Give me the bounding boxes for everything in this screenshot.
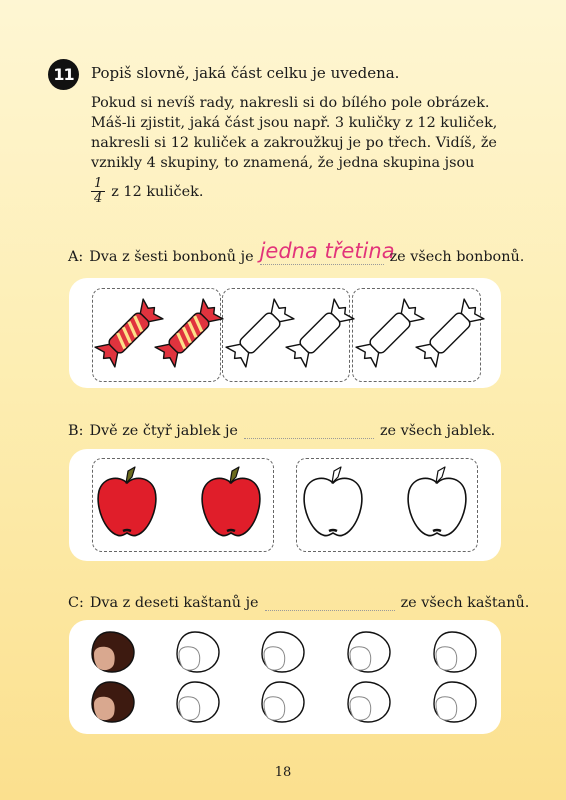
apple-icon — [297, 467, 371, 539]
panel-a — [69, 278, 501, 388]
candy-icon — [290, 303, 352, 365]
question-a-label: A: — [68, 249, 84, 265]
chestnut-icon — [90, 630, 136, 674]
question-c-prefix: Dva z deseti kaštanů je — [89, 595, 259, 611]
candy-icon — [420, 303, 482, 365]
candy-icon — [230, 303, 292, 365]
chestnut-icon — [432, 630, 478, 674]
chestnut-icon — [260, 630, 306, 674]
question-a — [68, 238, 524, 265]
apple-icon — [195, 467, 269, 539]
question-a-suffix: ze všech bonbonů. — [389, 249, 525, 265]
fraction — [91, 177, 105, 206]
chestnut-icon — [346, 630, 392, 674]
panel-c — [69, 620, 501, 734]
chestnut-icon — [175, 630, 221, 674]
question-b-prefix: Dvě ze čtyř jablek je — [89, 423, 238, 439]
apple-icon — [401, 467, 475, 539]
fraction-numerator: 1 — [91, 177, 105, 192]
candy-icon — [159, 303, 221, 365]
fraction-example — [91, 177, 203, 206]
fraction-denominator: 4 — [94, 191, 103, 206]
question-b-label: B: — [68, 423, 84, 439]
question-c-label: C: — [68, 595, 84, 611]
chestnut-icon — [432, 680, 478, 724]
instructions — [91, 93, 521, 173]
question-b-answer[interactable] — [244, 412, 374, 439]
instruction-line-2: Máš-li zjistit, jaká část jsou např. 3 kuličky z 12 kuliček, nakresli si 12 kuliček a zakroužkuj je po třech. Vidíš, že vznikly 4 skupiny, to znamená, že jedna skupina jsou — [91, 115, 498, 171]
question-c-suffix: ze všech kaštanů. — [400, 595, 530, 611]
question-a-prefix: Dva z šesti bonbonů je — [89, 249, 254, 265]
question-a-answer[interactable]: jedna třetina — [259, 239, 395, 263]
candy-icon — [360, 303, 422, 365]
instruction-line-1: Pokud si nevíš rady, nakresli si do bílého pole obrázek. — [91, 95, 490, 111]
exercise-title: Popiš slovně, jaká část celku je uvedena. — [91, 64, 400, 82]
question-b-suffix: ze všech jablek. — [379, 423, 496, 439]
chestnut-icon — [90, 680, 136, 724]
fraction-suffix: z 12 kuliček. — [111, 183, 204, 200]
page-number: 18 — [274, 765, 292, 780]
exercise-number-badge: 11 — [48, 59, 79, 90]
chestnut-icon — [175, 680, 221, 724]
question-c-answer[interactable] — [265, 584, 395, 611]
question-b — [68, 412, 495, 439]
apple-icon — [91, 467, 165, 539]
question-c — [68, 584, 529, 611]
chestnut-icon — [346, 680, 392, 724]
panel-b — [69, 449, 501, 561]
chestnut-icon — [260, 680, 306, 724]
candy-icon — [99, 303, 161, 365]
